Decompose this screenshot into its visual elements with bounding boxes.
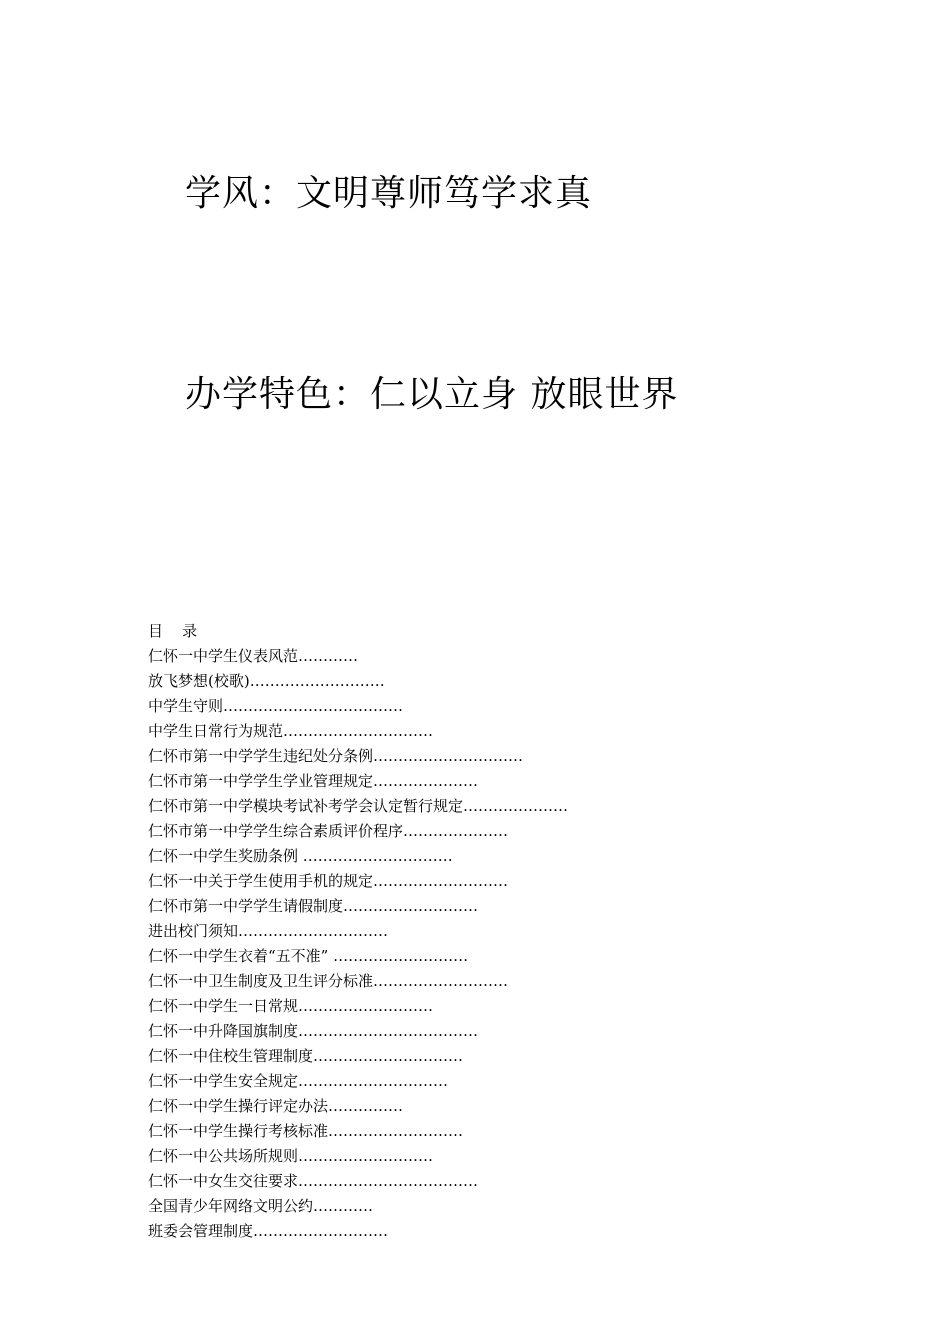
toc-item: 全国青少年网络文明公约………… xyxy=(148,1197,374,1215)
toc-item: 仁怀市第一中学学生请假制度……………………… xyxy=(148,897,479,915)
toc-item: 仁怀市第一中学学生学业管理规定………………… xyxy=(148,772,479,790)
toc-item: 仁怀市第一中学学生综合素质评价程序………………… xyxy=(148,822,509,840)
toc-item: 仁怀市第一中学模块考试补考学会认定暂行规定………………… xyxy=(148,797,569,815)
toc-item: 放飞梦想(校歌)……………………… xyxy=(148,672,385,690)
toc-item: 班委会管理制度……………………… xyxy=(148,1222,389,1240)
toc-item: 仁怀一中学生仪表风范………… xyxy=(148,647,359,665)
toc-title: 目 录 xyxy=(148,622,198,640)
toc-item: 仁怀一中学生衣着“五不准” ……………………… xyxy=(148,947,469,965)
toc-item: 仁怀一中学生一日常规……………………… xyxy=(148,997,434,1015)
toc-item: 仁怀一中女生交往要求……………………………… xyxy=(148,1172,479,1190)
toc-item: 仁怀一中学生操行考核标准……………………… xyxy=(148,1122,464,1140)
study-style-motto: 学风：文明尊师笃学求真 xyxy=(185,173,593,214)
toc-item: 进出校门须知………………………… xyxy=(148,922,389,940)
toc-item: 仁怀一中学生安全规定………………………… xyxy=(148,1072,449,1090)
toc-item: 仁怀一中学生奖励条例 ………………………… xyxy=(148,847,453,865)
toc-item: 仁怀一中关于学生使用手机的规定……………………… xyxy=(148,872,509,890)
toc-item: 仁怀一中升降国旗制度……………………………… xyxy=(148,1022,479,1040)
table-of-contents xyxy=(148,619,848,1244)
toc-item: 仁怀一中学生操行评定办法…………… xyxy=(148,1097,404,1115)
toc-item: 中学生日常行为规范………………………… xyxy=(148,722,434,740)
toc-item: 仁怀市第一中学学生违纪处分条例………………………… xyxy=(148,747,524,765)
toc-list xyxy=(148,644,848,1244)
toc-item: 仁怀一中卫生制度及卫生评分标准……………………… xyxy=(148,972,509,990)
toc-item: 中学生守则……………………………… xyxy=(148,697,404,715)
toc-item: 仁怀一中住校生管理制度………………………… xyxy=(148,1047,464,1065)
toc-item: 仁怀一中公共场所规则……………………… xyxy=(148,1147,434,1165)
school-feature-motto: 办学特色：仁以立身 放眼世界 xyxy=(185,374,679,415)
